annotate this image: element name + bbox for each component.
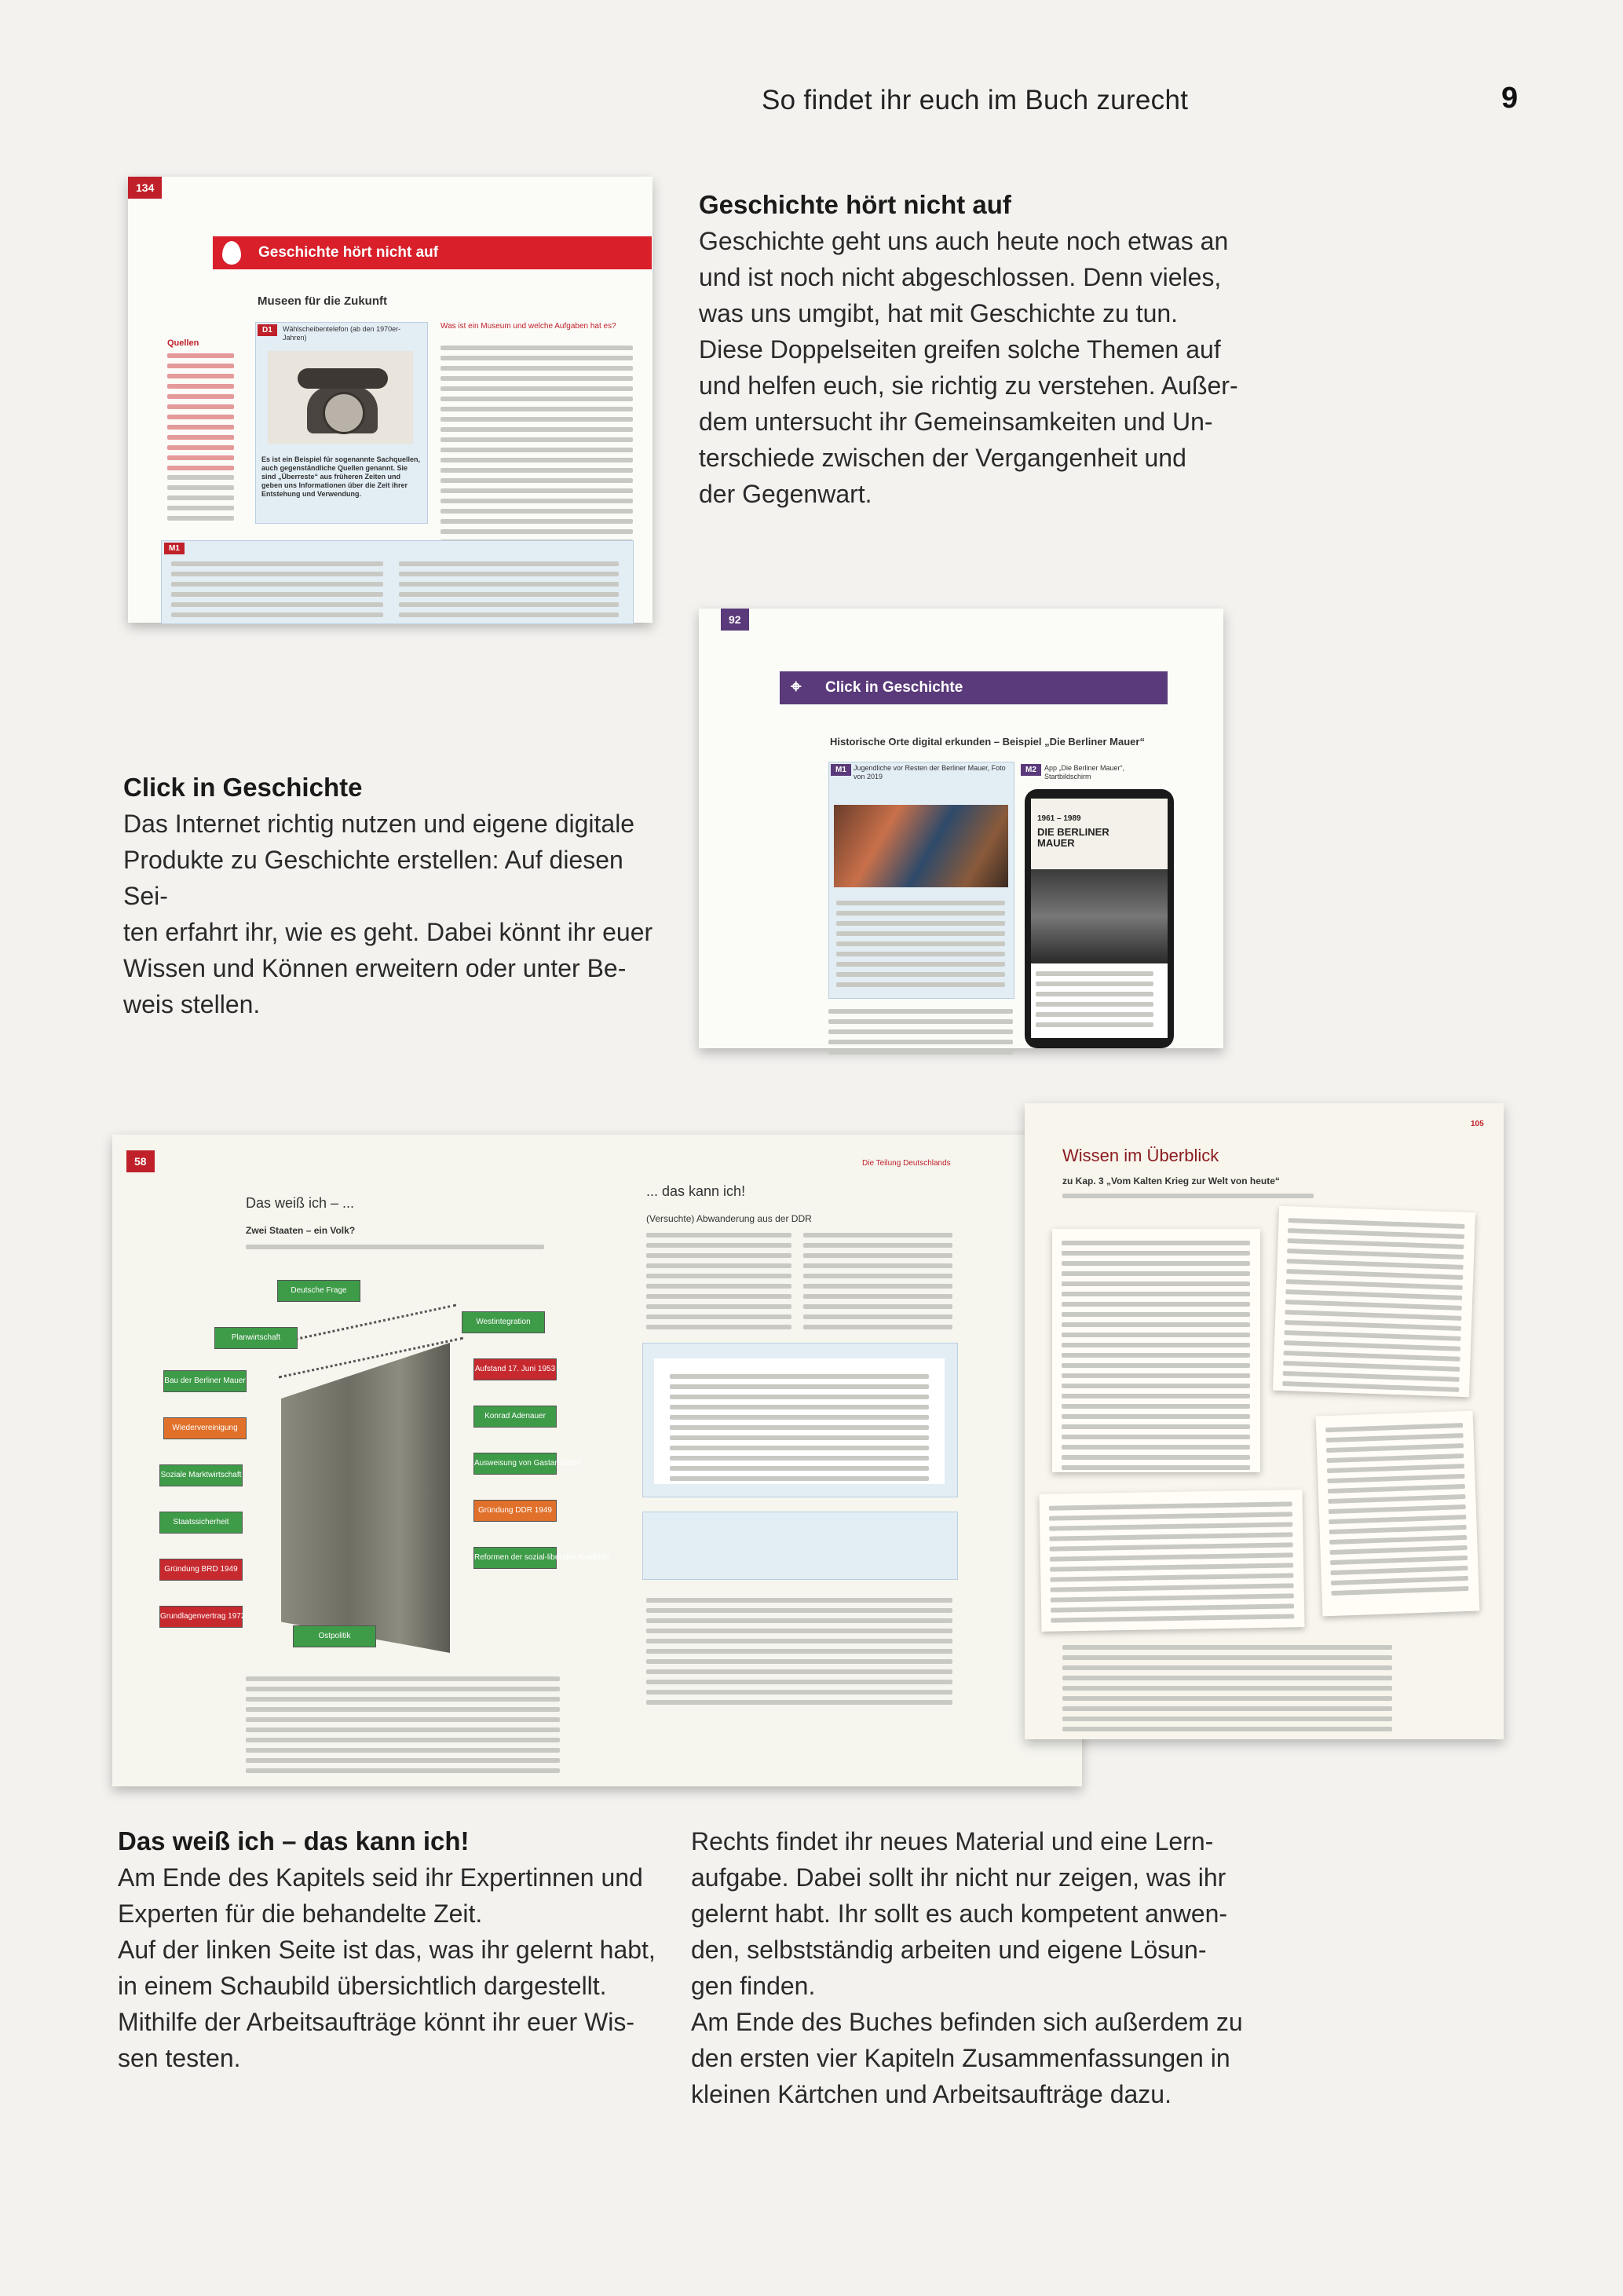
thumb-subtitle: Museen für die Zukunft bbox=[258, 294, 387, 308]
section-geschichte bbox=[699, 187, 1248, 512]
thumb-page-number-right: 105 bbox=[1471, 1120, 1484, 1128]
berlin-wall-photo bbox=[834, 805, 1008, 887]
concept-chip: Deutsche Frage bbox=[277, 1280, 360, 1302]
thumb-label-d1: D1 bbox=[258, 324, 277, 336]
thumb-right-title: Wissen im Überblick bbox=[1062, 1146, 1219, 1165]
telephone-image bbox=[268, 351, 413, 444]
text-line: kleinen Kärtchen und Arbeitsaufträge dazu. bbox=[691, 2080, 1172, 2108]
concept-chip: Wiedervereinigung bbox=[163, 1417, 247, 1439]
text-line: den, selbstständig arbeiten und eigene Lösun- bbox=[691, 1936, 1207, 1964]
thumb-banner bbox=[213, 236, 652, 269]
thumb-margin-text bbox=[167, 353, 234, 476]
text-line: Am Ende des Buches befinden sich außerdem zu bbox=[691, 2008, 1243, 2036]
section-click bbox=[123, 770, 673, 1022]
text-line: Das Internet richtig nutzen und eigene digitale bbox=[123, 810, 635, 838]
thumb-mid-text-a bbox=[646, 1233, 791, 1335]
section-weiss bbox=[118, 1823, 683, 2076]
text-line: gelernt habt. Ihr sollt es auch kompetent anwen- bbox=[691, 1899, 1228, 1928]
thumb-banner-label: Click in Geschichte bbox=[825, 679, 963, 696]
summary-card bbox=[1273, 1206, 1475, 1398]
thumb-mid-tasks bbox=[646, 1598, 952, 1710]
telephone-handset bbox=[298, 368, 388, 389]
thumb-m1-text-2 bbox=[399, 561, 619, 623]
thumb-left-title: Das weiß ich – ... bbox=[246, 1195, 355, 1211]
text-line: der Gegenwart. bbox=[699, 480, 872, 508]
typed-lines bbox=[670, 1374, 929, 1486]
concept-chip: Westintegration bbox=[462, 1311, 545, 1333]
text-line: den ersten vier Kapiteln Zusammenfassungen in bbox=[691, 2044, 1230, 2072]
card-text bbox=[1282, 1218, 1465, 1398]
thumb-label-m2: M2 bbox=[1021, 764, 1041, 776]
thumb-left-sub: Zwei Staaten – ein Volk? bbox=[246, 1225, 356, 1236]
thumb-mid-sub: (Versuchte) Abwanderung aus der DDR bbox=[646, 1213, 812, 1224]
text-line: dem untersucht ihr Gemeinsamkeiten und Un- bbox=[699, 408, 1213, 436]
text-line: Wissen und Können erweitern oder unter Be- bbox=[123, 954, 627, 982]
concept-chip: Ausweisung von Gastarbeitern bbox=[473, 1453, 557, 1475]
section-heading: Das weiß ich – das kann ich! bbox=[118, 1826, 470, 1855]
concept-chip: Gründung BRD 1949 bbox=[159, 1559, 243, 1581]
thumb-source-box bbox=[642, 1512, 958, 1580]
concept-chip: Reformen der sozial-liberalen Koalition bbox=[473, 1547, 557, 1569]
concept-chip: Konrad Adenauer bbox=[473, 1406, 557, 1428]
app-title: DIE BERLINER MAUER bbox=[1037, 826, 1109, 849]
thumb-weiss-spread bbox=[112, 1135, 1082, 1786]
thumb-page-number: 92 bbox=[721, 609, 749, 631]
thumb-subtitle: Historische Orte digital erkunden – Beispiel „Die Berliner Mauer“ bbox=[830, 736, 1145, 748]
concept-chip: Soziale Marktwirtschaft bbox=[159, 1464, 243, 1486]
text-line: Rechts findet ihr neues Material und eine Lern- bbox=[691, 1827, 1214, 1855]
page-number: 9 bbox=[1501, 82, 1519, 115]
summary-card bbox=[1316, 1411, 1480, 1617]
text-line: gen finden. bbox=[691, 1972, 816, 2000]
app-menu bbox=[1031, 963, 1168, 1038]
concept-chip: Staatssicherheit bbox=[159, 1512, 243, 1534]
thumb-m1-text bbox=[171, 561, 383, 623]
thumb-mid-text-b bbox=[803, 1233, 952, 1335]
thumb-overview-page bbox=[1025, 1103, 1504, 1739]
text-line: ten erfahrt ihr, wie es geht. Dabei könnt ihr euer bbox=[123, 918, 653, 946]
text-line: Experten für die behandelte Zeit. bbox=[118, 1899, 483, 1928]
section-heading: Click in Geschichte bbox=[123, 773, 363, 802]
thumb-right-tasks bbox=[1062, 1645, 1392, 1737]
thumb-m1-lines-2 bbox=[828, 1009, 1013, 1060]
text-line: und helfen euch, sie richtig zu verstehen. Außer- bbox=[699, 371, 1238, 400]
thumb-label-m1: M1 bbox=[831, 764, 851, 776]
thumb-right-intro bbox=[1062, 1194, 1314, 1204]
berlin-wall-graphic bbox=[281, 1343, 450, 1653]
text-line: Mithilfe der Arbeitsaufträge könnt ihr euer Wis- bbox=[118, 2008, 635, 2036]
thumb-bold-text: Es ist ein Beispiel für sogenannte Sachquellen, auch gegenständliche Quellen genannt. Sie sind „Überreste“ aus früheren Zeiten und geben uns Informationen über die Zeit ihrer Entstehung und Verwendung. bbox=[261, 455, 421, 498]
text-line: was uns umgibt, hat mit Geschichte zu tun. bbox=[699, 299, 1179, 327]
mouse-pointer-icon: ⌖ bbox=[791, 676, 802, 697]
location-pin-icon bbox=[222, 241, 241, 265]
thumb-click-page bbox=[699, 609, 1223, 1048]
summary-card bbox=[1039, 1490, 1304, 1632]
text-line: Geschichte geht uns auch heute noch etwas an bbox=[699, 227, 1229, 255]
thumb-running-head: Die Teilung Deutschlands bbox=[862, 1159, 951, 1168]
concept-chip: Bau der Berliner Mauer bbox=[163, 1370, 247, 1392]
app-header bbox=[1031, 799, 1168, 869]
app-menu-items bbox=[1036, 971, 1153, 1033]
thumb-m1-caption: Jugendliche vor Resten der Berliner Mauer, Foto von 2019 bbox=[854, 764, 1006, 781]
concept-chip: Gründung DDR 1949 bbox=[473, 1500, 557, 1522]
summary-card bbox=[1052, 1229, 1260, 1472]
smartphone-mockup bbox=[1025, 789, 1174, 1048]
card-text bbox=[1049, 1501, 1295, 1628]
telephone-dial bbox=[323, 392, 365, 434]
text-line: und ist noch nicht abgeschlossen. Denn vieles, bbox=[699, 263, 1222, 291]
section-rechts bbox=[691, 1823, 1256, 2112]
text-line: in einem Schaubild übersichtlich dargestellt. bbox=[118, 1972, 607, 2000]
text-line: Auf der linken Seite ist das, was ihr gelernt habt, bbox=[118, 1936, 656, 1964]
thumb-label-m1: M1 bbox=[164, 543, 185, 554]
thumb-m2-caption: App „Die Berliner Mauer“, Startbildschirm bbox=[1044, 764, 1125, 781]
thumb-page-number-left: 58 bbox=[126, 1150, 155, 1172]
thumb-m1-lines bbox=[836, 901, 1005, 993]
thumb-question: Was ist ein Museum und welche Aufgaben hat es? bbox=[440, 322, 616, 331]
app-years: 1961 – 1989 bbox=[1037, 814, 1081, 823]
running-header: So findet ihr euch im Buch zurecht bbox=[762, 85, 1189, 115]
thumb-geschichte-page bbox=[128, 177, 652, 623]
card-text bbox=[1325, 1423, 1469, 1601]
concept-chip: Aufstand 17. Juni 1953 bbox=[473, 1358, 557, 1380]
section-heading: Geschichte hört nicht auf bbox=[699, 190, 1011, 219]
thumb-page-number: 134 bbox=[128, 177, 162, 199]
concept-chip: Grundlagenvertrag 1972 bbox=[159, 1606, 243, 1628]
text-line: weis stellen. bbox=[123, 990, 261, 1018]
thumb-banner-label: Geschichte hört nicht auf bbox=[258, 244, 439, 261]
concept-chip: Ostpolitik bbox=[293, 1625, 376, 1647]
text-line: Diese Doppelseiten greifen solche Themen auf bbox=[699, 335, 1221, 364]
thumb-banner bbox=[780, 671, 1168, 704]
app-photo-collage bbox=[1031, 869, 1168, 963]
text-line: terschiede zwischen der Vergangenheit und bbox=[699, 444, 1186, 472]
text-line: aufgabe. Dabei sollt ihr nicht nur zeigen, was ihr bbox=[691, 1863, 1226, 1892]
text-line: sen testen. bbox=[118, 2044, 241, 2072]
thumb-left-tasks bbox=[246, 1676, 560, 1779]
thumb-margin-text-2 bbox=[167, 475, 234, 526]
card-text bbox=[1062, 1241, 1250, 1475]
exit-application-document bbox=[654, 1358, 945, 1484]
text-line: Produkte zu Geschichte erstellen: Auf diesen Sei- bbox=[123, 846, 623, 910]
thumb-margin-heading: Quellen bbox=[167, 338, 199, 348]
text-line: Am Ende des Kapitels seid ihr Expertinnen und bbox=[118, 1863, 643, 1892]
thumb-caption-d1: Wählscheibentelefon (ab den 1970er-Jahren) bbox=[283, 325, 401, 342]
thumb-mid-title: ... das kann ich! bbox=[646, 1183, 746, 1199]
thumb-right-sub: zu Kap. 3 „Vom Kalten Krieg zur Welt von heute“ bbox=[1062, 1175, 1280, 1186]
concept-chip: Planwirtschaft bbox=[214, 1327, 298, 1349]
thumb-hint-line bbox=[246, 1245, 544, 1255]
